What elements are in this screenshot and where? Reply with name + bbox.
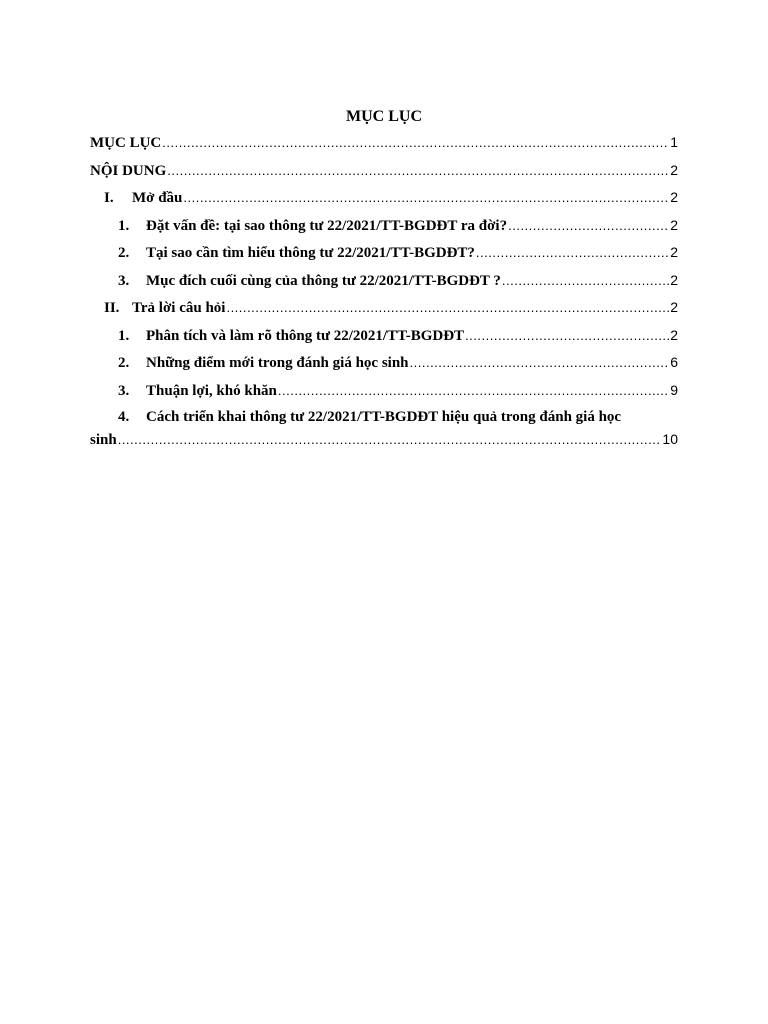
toc-entry-number: 2. (118, 355, 130, 371)
toc-page-number: 10 (662, 431, 678, 447)
toc-leader-dots (183, 190, 669, 205)
toc-leader-dots (278, 383, 669, 398)
toc-leader-dots (476, 245, 669, 260)
toc-entry-text-continued: sinh (90, 432, 117, 448)
toc-page-number: 1 (670, 134, 678, 150)
toc-leader-dots (410, 355, 670, 370)
toc-entry-number: 4. (118, 409, 130, 425)
toc-page-number: 2 (670, 161, 678, 178)
toc-entry[interactable] (90, 409, 678, 455)
toc-page-number: 2 (670, 326, 678, 343)
toc-entry[interactable] (90, 327, 678, 355)
toc-entry[interactable] (90, 272, 678, 300)
toc-entry-number: 1. (118, 217, 130, 234)
table-of-contents (90, 134, 678, 455)
toc-entry-number: I. (104, 190, 114, 206)
toc-entry-number: 2. (118, 245, 130, 261)
toc-page-number: 9 (670, 381, 678, 398)
toc-entry-text: Phân tích và làm rõ thông tư 22/2021/TT-BGDĐT (146, 327, 465, 344)
toc-page-number: 2 (670, 189, 678, 205)
toc-leader-dots (162, 135, 669, 150)
toc-entry-number: 1. (118, 327, 130, 344)
toc-entry-text: Thuận lợi, khó khăn (146, 382, 277, 399)
toc-entry-text: Mở đầu (132, 190, 183, 206)
toc-leader-dots (118, 432, 662, 447)
toc-entry[interactable] (90, 189, 678, 217)
toc-entry[interactable] (90, 299, 678, 327)
toc-entry[interactable] (90, 354, 678, 382)
toc-page-number: 2 (670, 299, 678, 315)
toc-entry[interactable] (90, 162, 678, 190)
toc-entry-text: NỘI DUNG (90, 162, 167, 179)
toc-page-number: 2 (670, 244, 678, 260)
toc-heading: MỤC LỤC (346, 108, 422, 125)
toc-leader-dots (508, 218, 669, 233)
toc-entry-text: Cách triển khai thông tư 22/2021/TT-BGDĐT hiệu quả trong đánh giá học (146, 409, 622, 425)
toc-entry[interactable] (90, 244, 678, 272)
toc-entry[interactable] (90, 382, 678, 410)
toc-entry-text: Đặt vấn đề: tại sao thông tư 22/2021/TT-BGDĐT ra đời? (146, 217, 508, 234)
toc-entry-text: Mục đích cuối cùng của thông tư 22/2021/TT-BGDĐT ? (146, 272, 501, 289)
toc-entry-number: 3. (118, 272, 130, 289)
toc-leader-dots (226, 300, 669, 315)
toc-entry-number: 3. (118, 382, 130, 399)
toc-entry[interactable] (90, 134, 678, 162)
toc-page-number: 2 (670, 216, 678, 233)
toc-page-number: 6 (670, 354, 678, 370)
toc-entry-text: Tại sao cần tìm hiểu thông tư 22/2021/TT-BGDĐT? (146, 245, 475, 261)
toc-page-number: 2 (670, 271, 678, 288)
toc-entry-text: MỤC LỤC (90, 135, 162, 151)
toc-leader-dots (502, 273, 669, 288)
toc-entry-number: II. (104, 300, 120, 316)
toc-leader-dots (465, 328, 669, 343)
toc-entry[interactable] (90, 217, 678, 245)
toc-entry-text: Những điểm mới trong đánh giá học sinh (146, 355, 409, 371)
toc-leader-dots (167, 163, 669, 178)
toc-entry-text: Trả lời câu hỏi (132, 300, 226, 316)
